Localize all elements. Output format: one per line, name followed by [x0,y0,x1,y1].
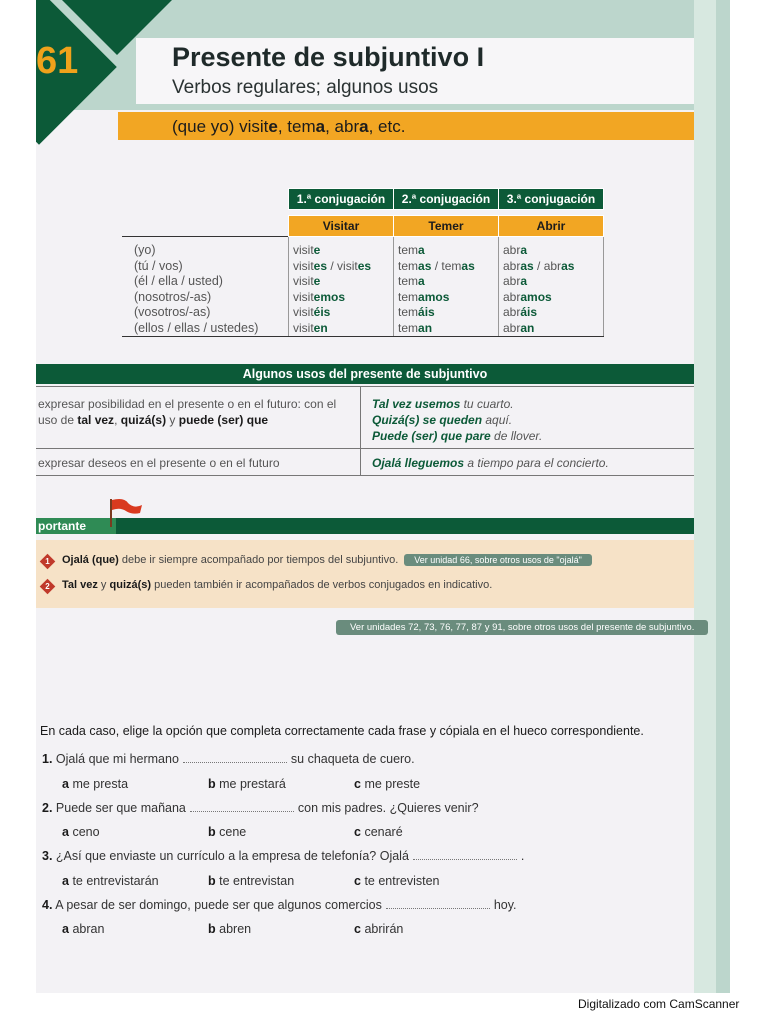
usos-top-rule [36,386,694,387]
pronoun-column [122,237,289,337]
option-3c[interactable]: c te entrevisten [354,874,440,888]
usos-row-wishes [36,449,694,476]
option-4b[interactable]: b abren [208,922,252,936]
importante-item-1: Ojalá (que) debe ir siempre acompañado por tiempos del subjuntivo. Ver unidad 66, sobre otros usos de "ojalá" [62,554,592,566]
ref-pill-ojala: Ver unidad 66, sobre otros usos de "ojalá" [404,554,592,566]
pronoun: (tú / vos) [134,258,183,273]
scanner-watermark: Digitalizado com CamScanner [578,997,740,1011]
option-1b[interactable]: b me prestará [208,777,286,791]
pronoun: (nosotros/-as) [134,289,212,304]
forms-abrir: abra abras / abras abra abramos abráis abran [499,237,604,337]
usos-row1-text: expresar posibilidad en el presente o en el futuro: con el uso de tal vez, quizá(s) y puede (ser) que [38,397,337,427]
number-badge-2: 2 [40,579,56,595]
verb-abrir: Abrir [499,216,604,237]
page-subtitle: Verbos regulares; algunos usos [172,77,439,98]
ref-pill-units: Ver unidades 72, 73, 76, 77, 87 y 91, sobre otros usos del presente de subjuntivo. [336,620,708,635]
conj-header-3: 3.ª conjugación [499,189,604,210]
pronoun: (ellos / ellas / ustedes) [134,320,259,335]
importante-item-2: Tal vez y quizá(s) pueden también ir acompañados de verbos conjugados en indicativo. [62,579,493,591]
option-2a[interactable]: a ceno [62,825,100,839]
option-1a[interactable]: a me presta [62,777,129,791]
answer-blank[interactable] [183,762,287,763]
question-4: 4. A pesar de ser domingo, puede ser que algunos comercios hoy. [42,898,517,912]
pronoun: (vosotros/-as) [134,305,211,319]
unit-number: 61 [36,40,79,82]
option-3b[interactable]: b te entrevistan [208,874,295,888]
forms-visitar: visite visites / visites visite visitemos visitéis visiten [289,237,394,337]
page-title: Presente de subjuntivo I [172,42,485,72]
number-badge-1: 1 [40,554,56,570]
usos-row2-text: expresar deseos en el presente o en el futuro [38,456,280,470]
question-2: 2. Puede ser que mañana con mis padres. ¿Quieres venir? [42,801,479,815]
option-3a[interactable]: a te entrevistarán [62,874,159,888]
forms-temer: tema temas / temas tema temamos temáis teman [394,237,499,337]
question-1: 1. Ojalá que mi hermano su chaqueta de cuero. [42,752,415,766]
importante-box [36,540,694,608]
importante-label: portante [36,518,116,534]
option-4a[interactable]: a abran [62,922,105,936]
answer-blank[interactable] [413,859,517,860]
option-2c[interactable]: c cenaré [354,825,403,839]
usos-divider [360,386,361,476]
conj-header-2: 2.ª conjugación [394,189,499,210]
flag-icon [108,497,144,529]
verb-visitar: Visitar [289,216,394,237]
banner-text: (que yo) visite, tema, abra, etc. [172,117,406,136]
option-2b[interactable]: b cene [208,825,247,839]
question-3: 3. ¿Así que enviaste un currículo a la empresa de telefonía? Ojalá . [42,849,525,863]
verb-temer: Temer [394,216,499,237]
usos-heading: Algunos usos del presente de subjuntivo [36,364,694,384]
conj-header-1: 1.ª conjugación [289,189,394,210]
usos-row2-example: Ojalá lleguemos a tiempo para el concierto. [372,456,609,470]
answer-blank[interactable] [386,908,490,909]
option-1c[interactable]: c me preste [354,777,421,791]
option-4c[interactable]: c abrirán [354,922,404,936]
usos-row-possibility [36,386,694,449]
pronoun: (él / ella / usted) [134,274,223,288]
answer-blank[interactable] [190,811,294,812]
usos-row1-examples: Tal vez usemos tu cuarto. Quizá(s) se queden aquí. Puede (ser) que pare de llover. [372,397,543,443]
pronoun: (yo) [134,243,156,257]
textbook-page [36,0,730,993]
side-strip-edge [716,0,730,993]
exercise-instruction: En cada caso, elige la opción que completa correctamente cada frase y cópiala en el hueco correspondiente. [40,724,644,738]
conjugation-table [122,188,604,337]
